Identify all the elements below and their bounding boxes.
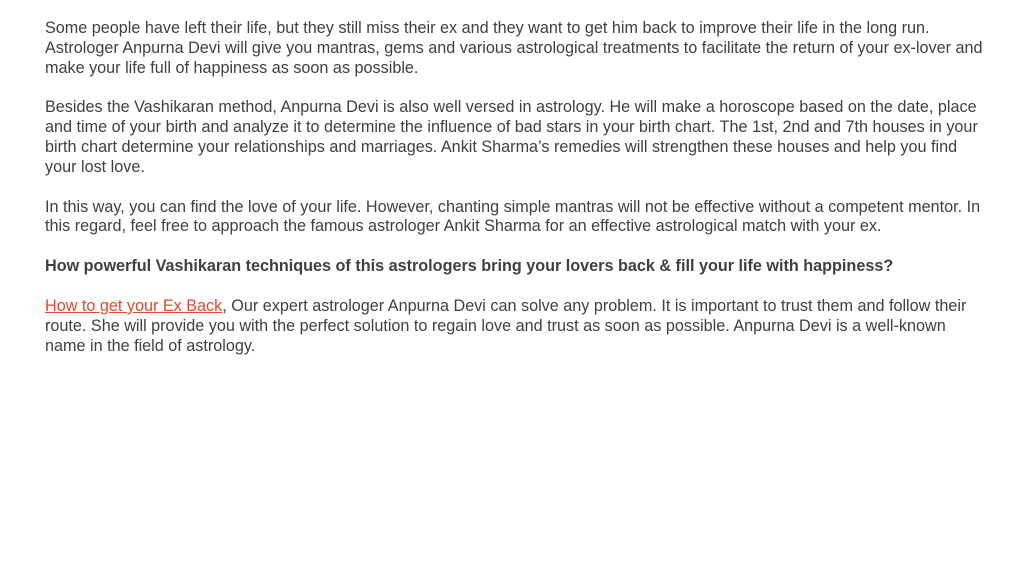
- paragraph-astrology: Besides the Vashikaran method, Anpurna Devi is also well versed in astrology. He will make a horoscope based on the date, place and time of your birth and analyze it to determine the influence of bad stars in your birth chart. The 1st, 2nd and 7th houses in your birth chart determine your relationships and marriages. Ankit Sharma’s remedies will strengthen these houses and help you find your lost love.: [45, 98, 978, 176]
- ex-back-link[interactable]: How to get your Ex Back: [45, 296, 223, 315]
- paragraph-intro: Some people have left their life, but they still miss their ex and they want to get him back to improve their life in the long run. Astrologer Anpurna Devi will give you mantras, gems and various astrological treatments to facilitate the return of your ex-lover and make your life full of happiness as soon as possible.: [45, 19, 983, 77]
- paragraph-final: [45, 297, 985, 356]
- paragraph-mentor: In this way, you can find the love of your life. However, chanting simple mantras will not be effective without a competent mentor. In this regard, feel free to approach the famous astrologer Ankit Sharma for an effective astrological match with your ex.: [45, 197, 981, 236]
- slide-body: [45, 19, 985, 376]
- paragraph-final-text: , Our expert astrologer Anpurna Devi can solve any problem. It is important to trust them and follow their route. She will provide you with the perfect solution to regain love and trust as soon as possible. Anpurna Devi is a well-known name in the field of astrology.: [45, 296, 967, 355]
- section-heading: How powerful Vashikaran techniques of this astrologers bring your lovers back & fill your life with happiness?: [45, 257, 894, 276]
